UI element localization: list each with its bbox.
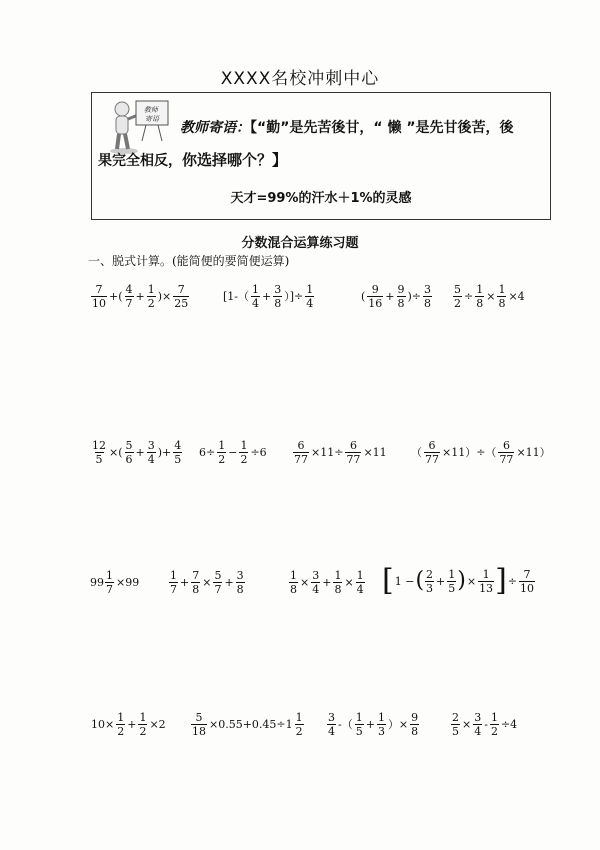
problem-4: $\frac{5}{2}$ ÷ $\frac{1}{8}$ × $\frac{1}{8}$ ×4 [454, 283, 525, 310]
problem-2: [1-（ 1 4 + $\frac{3}{8}$ ）]÷ $\frac{1}{4}$ [223, 283, 314, 310]
problem-10: 1 7 + $\frac{7}{8}$ × $\frac{5}{7}$ + $\frac{3}{8}$ [170, 569, 244, 596]
problem-13: 10× $\frac{1}{2}$ + $\frac{1}{2}$ ×2 [91, 711, 166, 738]
teacher-quote-text2b: 你选择哪个？】 [182, 151, 288, 169]
problem-3: ( 9 16 + $\frac{9}{8}$ )÷ $\frac{3}{8}$ [361, 283, 432, 310]
problem-1: 7 10 +( 4 7 + $\frac{1}{2}$ )× $\frac{7}{25}$ [92, 283, 189, 310]
svg-text:教师 寄语: 教师 寄语 [143, 106, 159, 123]
motto: 天才=99%的汗水＋1%的灵感 [230, 191, 412, 206]
teacher-quote-line1 [180, 117, 514, 137]
problem-7: $\frac{6}{77}$ ×11÷ $\frac{6}{77}$ ×11 [294, 439, 387, 466]
problem-12: [ 1 − ( 2 3 + $\frac{1}{5}$ ) × $\frac{1}{13}$ ] ÷ $\frac{7}{10}$ [382, 563, 534, 598]
problem-14: $\frac{5}{18}$ ×0.55+0.45÷1 1 2 [192, 711, 303, 738]
teacher-quote-line2 [98, 149, 287, 170]
section-1-label: 一、脱式计算。(能简便的要简便运算) [88, 254, 290, 268]
page-title: XXXX名校冲刺中心 [220, 69, 380, 89]
worksheet-title: 分数混合运算练习题 [241, 236, 359, 251]
teacher-quote-text2a: 果完全相反， [98, 153, 182, 169]
teacher-label: 教师寄语： [180, 120, 250, 136]
problem-5: $\frac{12}{5}$ ×( 5 6 + $\frac{3}{4}$ )+ $\frac{4}{5}$ [92, 439, 182, 466]
problem-9: 99 1 7 ×99 [90, 569, 140, 596]
problem-16: $\frac{2}{5}$ × $\frac{3}{4}$ - $\frac{1}{2}$ ÷4 [452, 711, 518, 738]
teacher-quote-text1: 【“勤”是先苦後甘，“ 懒 ”是先甘後苦，後 [250, 120, 514, 136]
problem-11: $\frac{1}{8}$ × $\frac{3}{4}$ + $\frac{1}{8}$ × $\frac{1}{4}$ [290, 569, 364, 596]
mascot-board-text: 教师 [143, 106, 158, 114]
problem-15: 3 4 -（ 1 5 + $\frac{1}{3}$ ）× $\frac{9}{8}$ [328, 711, 419, 738]
problem-6: 6÷ $\frac{1}{2}$ − $\frac{1}{2}$ ÷6 [199, 439, 267, 466]
problem-8: （ $\frac{6}{77}$ ×11）÷（ $\frac{6}{77}$ ×11） [411, 439, 551, 466]
teacher-message-box [91, 92, 551, 220]
teacher-mascot-icon [102, 97, 172, 155]
